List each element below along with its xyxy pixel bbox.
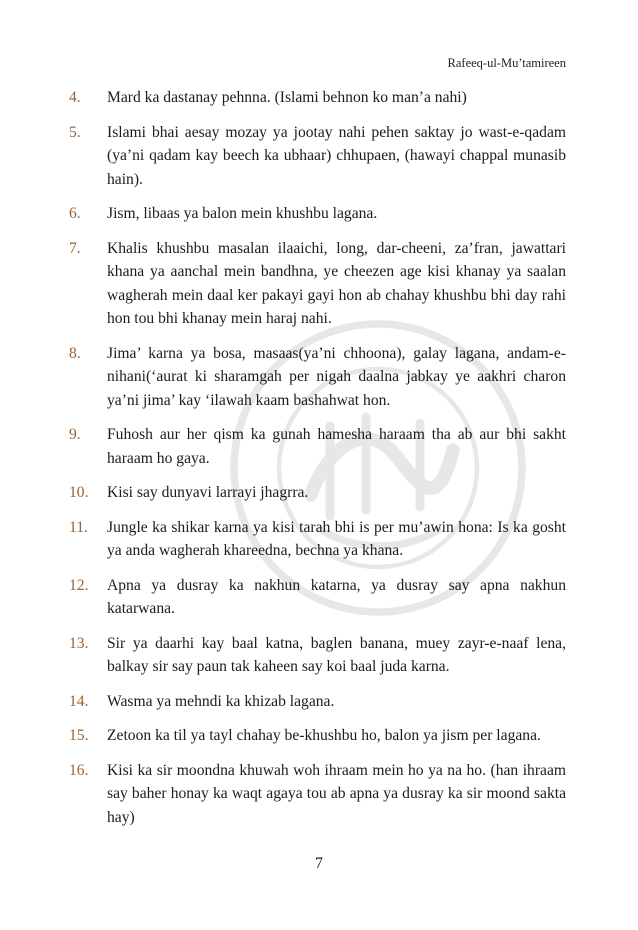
item-text: Wasma ya mehndi ka khizab lagana. bbox=[107, 692, 335, 710]
list-item bbox=[69, 423, 566, 470]
list-item bbox=[69, 342, 566, 413]
list-item bbox=[69, 516, 566, 563]
list-item bbox=[69, 481, 566, 505]
running-head-title: Rafeeq-ul-Mu’tamireen bbox=[447, 56, 566, 70]
item-text: Zetoon ka til ya tayl chahay be-khushbu ho, balon ya jism per lagana. bbox=[107, 727, 541, 744]
item-text: Sir ya daarhi kay baal katna, baglen banana, muey zayr-e-naaf lena, balkay sir say paun tak kaheen say koi baal juda karna. bbox=[107, 634, 566, 675]
item-text: Khalis khushbu masalan ilaaichi, long, dar-cheeni, za’fran, jawattari khana ya aanchal mein bandhna, ye cheezen age kisi khanay ya saalan wagherah mein daal ker pakayi gayi hon ab chahay khushbu bhi day rahi hon tou bhi khanay mein haraj nahi. bbox=[107, 239, 566, 327]
list-item bbox=[69, 574, 566, 621]
page-number: 7 bbox=[315, 855, 323, 872]
item-number: 9. bbox=[69, 426, 81, 443]
item-number: 13. bbox=[69, 634, 89, 652]
item-text: Jima’ karna ya bosa, masaas(ya’ni chhoona), galay lagana, andam-e-nihani(‘aurat ki sharamgah per nigah daalna jabkay ye aakhri charon ya’ni jima’ kay ‘ilawah kaam bashahwat hon. bbox=[107, 344, 566, 409]
list-item bbox=[69, 759, 566, 830]
item-number: 14. bbox=[69, 692, 89, 710]
list-item bbox=[69, 121, 566, 192]
item-number: 12. bbox=[69, 576, 89, 594]
list-item bbox=[69, 632, 566, 679]
item-number: 8. bbox=[69, 344, 81, 362]
item-number: 6. bbox=[69, 205, 81, 222]
item-number: 16. bbox=[69, 761, 89, 779]
item-number: 5. bbox=[69, 123, 81, 141]
item-number: 4. bbox=[69, 89, 81, 106]
item-text: Jungle ka shikar karna ya kisi tarah bhi is per mu’awin hona: Is ka gosht ya anda wagherah khareedna, bechna ya khana. bbox=[107, 518, 566, 559]
list-item bbox=[69, 690, 566, 714]
item-text: Islami bhai aesay mozay ya jootay nahi pehen saktay jo wast-e-qadam (ya’ni qadam kay beech ka ubhaar) chhupaen, (hawayi chappal munasib hain). bbox=[107, 123, 566, 188]
item-text: Kisi ka sir moondna khuwah woh ihraam mein ho ya na ho. (han ihraam say baher honay ka waqt agaya tou ab apna ya dusray ka sir moond sakta hay) bbox=[107, 761, 566, 826]
item-number: 10. bbox=[69, 484, 89, 501]
list-item bbox=[69, 202, 566, 226]
list-item bbox=[69, 86, 566, 110]
item-number: 11. bbox=[69, 518, 88, 536]
ihram-restrictions-list bbox=[69, 86, 566, 840]
list-item bbox=[69, 724, 566, 748]
item-number: 7. bbox=[69, 239, 81, 257]
item-text: Jism, libaas ya balon mein khushbu lagana. bbox=[107, 205, 378, 222]
item-text: Apna ya dusray ka nakhun katarna, ya dusray say apna nakhun katarwana. bbox=[107, 576, 566, 617]
item-text: Kisi say dunyavi larrayi jhagrra. bbox=[107, 484, 309, 501]
list-item bbox=[69, 237, 566, 331]
item-text: Fuhosh aur her qism ka gunah hamesha haraam tha ab aur bhi sakht haraam ho gaya. bbox=[107, 426, 566, 467]
item-number: 15. bbox=[69, 727, 89, 744]
item-text: Mard ka dastanay pehnna. (Islami behnon ko man’a nahi) bbox=[107, 89, 467, 106]
